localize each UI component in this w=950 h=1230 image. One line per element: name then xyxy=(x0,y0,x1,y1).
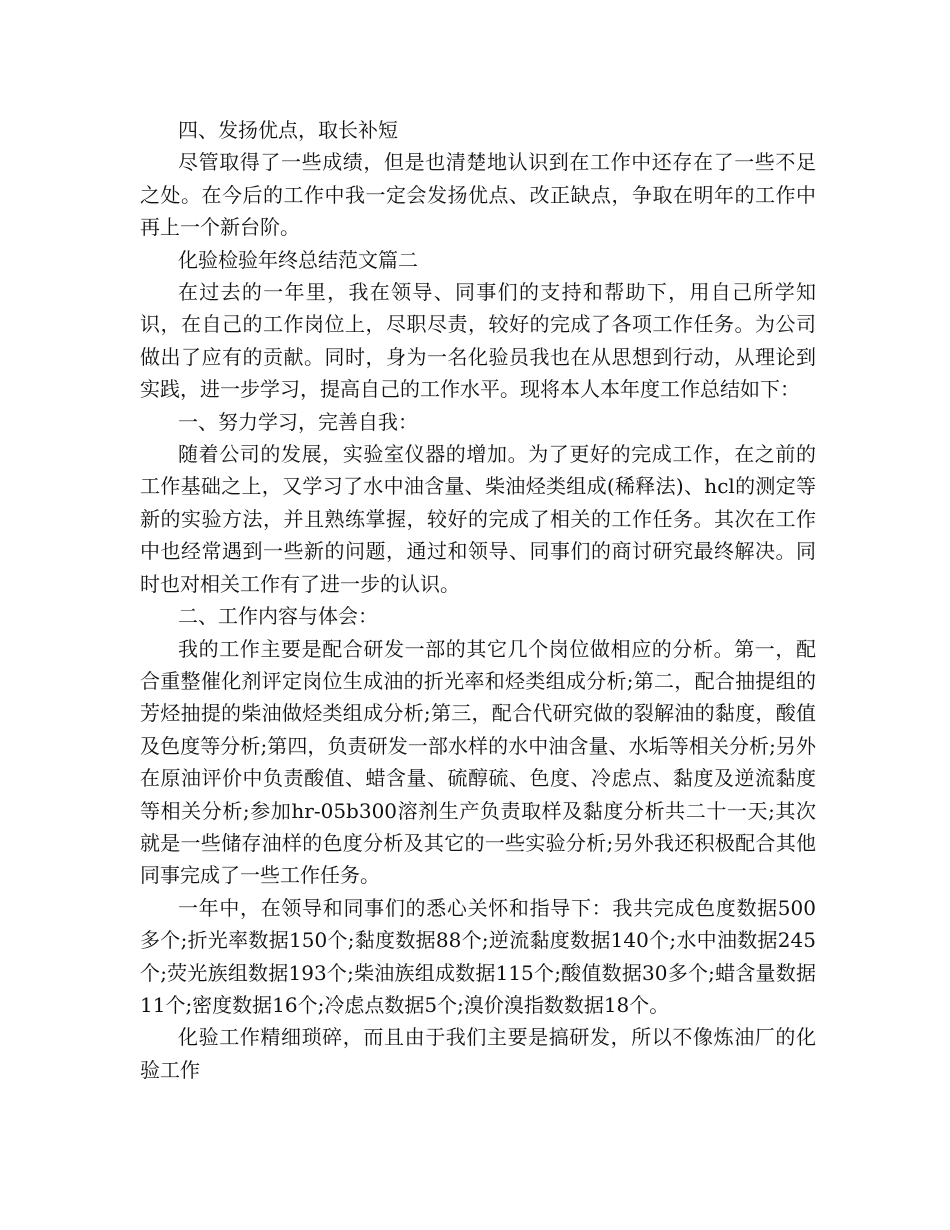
section-heading-1: 一、努力学习，完善自我： xyxy=(178,409,418,434)
paragraph: 化验工作精细琐碎，而且由于我们主要是搞研发，所以不像炼油厂的化验工作 xyxy=(140,1025,816,1082)
paragraph: 在过去的一年里，我在领导、同事们的支持和帮助下，用自己所学知识，在自己的工作岗位上，尽职尽责，较好的完成了各项工作任务。为公司做出了应有的贡献。同时，身为一名化验员我也在从思想到行动，从理论到实践，进一步学习，提高自己的工作水平。现将本人本年度工作总结如下： xyxy=(140,280,816,402)
document-body xyxy=(140,114,816,1086)
paragraph: 尽管取得了一些成绩，但是也清楚地认识到在工作中还存在了一些不足之处。在今后的工作中我一定会发扬优点、改正缺点，争取在明年的工作中再上一个新台阶。 xyxy=(140,150,816,240)
section-heading-4: 四、发扬优点，取长补短 xyxy=(178,118,398,142)
paragraph: 我的工作主要是配合研发一部的其它几个岗位做相应的分析。第一，配合重整催化剂评定岗位生成油的折光率和烃类组成分析;第二，配合抽提组的芳烃抽提的柴油做烃类组成分析;第三，配合代研究做的裂解油的黏度，酸值及色度等分析;第四，负责研发一部水样的水中油含量、水垢等相关分析;另外在原油评价中负责酸值、蜡含量、硫醇硫、色度、冷虑点、黏度及逆流黏度等相关分析;参加hr-05b300溶剂生产负责取样及黏度分析共二十一天;其次就是一些储存油样的色度分析及其它的一些实验分析;另外我还积极配合其他同事完成了一些工作任务。 xyxy=(140,636,816,888)
paragraph: 随着公司的发展，实验室仪器的增加。为了更好的完成工作，在之前的工作基础之上，又学习了水中油含量、柴油烃类组成(稀释法)、hcl的测定等新的实验方法，并且熟练掌握，较好的完成了相关的工作任务。其次在工作中也经常遇到一些新的问题，通过和领导、同事们的商讨研究最终解决。同时也对相关工作有了进一步的认识。 xyxy=(140,442,816,596)
paragraph: 一年中，在领导和同事们的悉心关怀和指导下：我共完成色度数据500多个;折光率数据150个;黏度数据88个;逆流黏度数据140个;水中油数据245个;荧光族组数据193个;柴油族组成数据115个;酸值数据30多个;蜡含量数据11个;密度数据16个;冷虑点数据5个;溴价溴指数数据18个。 xyxy=(140,895,816,1017)
section-heading-2: 二、工作内容与体会： xyxy=(178,604,378,629)
article-title: 化验检验年终总结范文篇二 xyxy=(178,247,418,272)
